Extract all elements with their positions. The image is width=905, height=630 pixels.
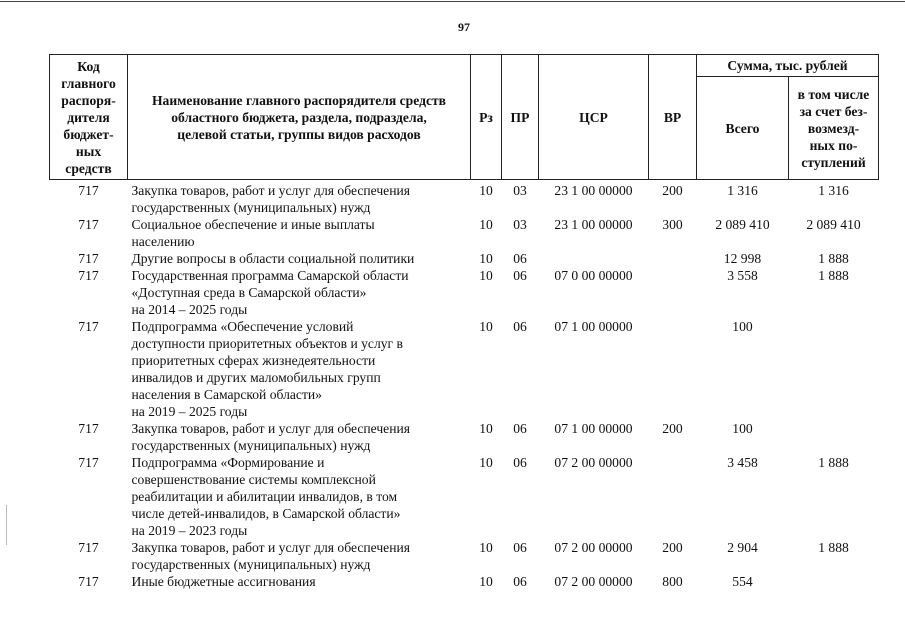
table-body xyxy=(50,180,879,591)
budget-table xyxy=(49,54,879,590)
table-row xyxy=(50,216,879,250)
table-row xyxy=(50,454,879,539)
cell-code: 717 xyxy=(78,421,99,436)
cell-name-line: на 2019 – 2023 годы xyxy=(131,523,248,538)
cell-code: 717 xyxy=(78,540,99,555)
cell-vr: 300 xyxy=(662,217,683,232)
cell-incl: 1 888 xyxy=(818,268,849,283)
header-rz: Рз xyxy=(471,55,502,180)
cell-csr: 07 2 00 00000 xyxy=(554,455,633,470)
cell-code: 717 xyxy=(78,251,99,266)
cell-name-line: числе детей-инвалидов, в Самарской области» xyxy=(131,506,401,521)
header-name: Наименование главного распорядителя средств областного бюджета, раздела, подраздела, целевой статьи, группы видов расходов xyxy=(128,55,471,180)
cell-total: 100 xyxy=(732,319,753,334)
cell-rz: 10 xyxy=(479,268,493,283)
cell-name-line: Другие вопросы в области социальной политики xyxy=(131,251,415,266)
cell-total: 12 998 xyxy=(723,251,762,266)
cell-vr: 200 xyxy=(662,183,683,198)
cell-code: 717 xyxy=(78,455,99,470)
cell-code: 717 xyxy=(78,319,99,334)
cell-total: 2 904 xyxy=(727,540,758,555)
cell-rz: 10 xyxy=(479,540,493,555)
cell-code: 717 xyxy=(78,268,99,283)
cell-pr: 06 xyxy=(513,268,527,283)
cell-code: 717 xyxy=(78,183,99,198)
header-pr: ПР xyxy=(502,55,539,180)
cell-pr: 06 xyxy=(513,319,527,334)
cell-total: 100 xyxy=(732,421,753,436)
cell-pr: 06 xyxy=(513,421,527,436)
cell-csr xyxy=(539,250,649,267)
page-number: 97 xyxy=(458,20,470,34)
cell-vr xyxy=(649,454,697,539)
cell-name xyxy=(128,267,471,318)
cell-csr: 07 2 00 00000 xyxy=(554,574,633,589)
table-row xyxy=(50,539,879,573)
cell-name-line: Закупка товаров, работ и услуг для обеспечения xyxy=(131,421,410,436)
cell-rz: 10 xyxy=(479,183,493,198)
cell-incl: 1 888 xyxy=(818,251,849,266)
cell-rz: 10 xyxy=(479,251,493,266)
table-header xyxy=(50,55,879,180)
cell-name-line: государственных (муниципальных) нужд xyxy=(131,200,371,215)
cell-pr: 06 xyxy=(513,574,527,589)
cell-incl: 1 888 xyxy=(818,540,849,555)
cell-name-line: населения в Самарской области» xyxy=(131,387,322,402)
header-sum: Сумма, тыс. рублей xyxy=(697,55,879,77)
cell-csr: 23 1 00 00000 xyxy=(554,183,633,198)
cell-pr: 03 xyxy=(513,183,527,198)
cell-code: 717 xyxy=(78,217,99,232)
cell-rz: 10 xyxy=(479,217,493,232)
table-row xyxy=(50,180,879,217)
cell-incl: 1 316 xyxy=(818,183,849,198)
cell-name-line: совершенствование системы комплексной xyxy=(131,472,376,487)
cell-rz: 10 xyxy=(479,455,493,470)
cell-total: 554 xyxy=(732,574,753,589)
cell-total: 3 558 xyxy=(727,268,758,283)
cell-name xyxy=(128,539,471,573)
cell-name xyxy=(128,420,471,454)
cell-code: 717 xyxy=(78,574,99,589)
cell-name xyxy=(128,180,471,217)
cell-incl: 2 089 410 xyxy=(806,217,861,232)
cell-name xyxy=(128,318,471,420)
cell-name-line: Закупка товаров, работ и услуг для обеспечения xyxy=(131,183,410,198)
header-total: Всего xyxy=(697,77,789,180)
cell-incl xyxy=(789,573,879,590)
cell-rz: 10 xyxy=(479,574,493,589)
cell-name-line: Подпрограмма «Обеспечение условий xyxy=(131,319,354,334)
cell-total: 3 458 xyxy=(727,455,758,470)
cell-name-line: Государственная программа Самарской области xyxy=(131,268,409,283)
cell-name xyxy=(128,250,471,267)
cell-pr: 06 xyxy=(513,540,527,555)
cell-name-line: Подпрограмма «Формирование и xyxy=(131,455,325,470)
cell-incl xyxy=(789,318,879,420)
cell-csr: 23 1 00 00000 xyxy=(554,217,633,232)
cell-vr xyxy=(649,250,697,267)
cell-vr: 800 xyxy=(662,574,683,589)
cell-pr: 06 xyxy=(513,455,527,470)
cell-name-line: доступности приоритетных объектов и услуг в xyxy=(131,336,403,351)
cell-name-line: государственных (муниципальных) нужд xyxy=(131,438,371,453)
cell-vr: 200 xyxy=(662,540,683,555)
header-code: Код главного распоря- дителя бюджет- ных средств xyxy=(50,55,128,180)
header-incl: в том числе за счет без- возмезд- ных по- ступлений xyxy=(789,77,879,180)
table-row xyxy=(50,267,879,318)
cell-rz: 10 xyxy=(479,421,493,436)
cell-name-line: Закупка товаров, работ и услуг для обеспечения xyxy=(131,540,410,555)
cell-name-line: на 2014 – 2025 годы xyxy=(131,302,248,317)
cell-name-line: инвалидов и других маломобильных групп xyxy=(131,370,381,385)
cell-name-line: населению xyxy=(131,234,195,249)
cell-name-line: на 2019 – 2025 годы xyxy=(131,404,248,419)
cell-csr: 07 0 00 00000 xyxy=(554,268,633,283)
cell-csr: 07 1 00 00000 xyxy=(554,421,633,436)
cell-name-line: реабилитации и абилитации инвалидов, в том xyxy=(131,489,398,504)
cell-name-line: «Доступная среда в Самарской области» xyxy=(131,285,367,300)
cell-name-line: Социальное обеспечение и иные выплаты xyxy=(131,217,375,232)
cell-name xyxy=(128,216,471,250)
header-vr: ВР xyxy=(649,55,697,180)
page-top-rule xyxy=(0,1,905,2)
table-row xyxy=(50,420,879,454)
cell-csr: 07 2 00 00000 xyxy=(554,540,633,555)
cell-incl: 1 888 xyxy=(818,455,849,470)
header-csr: ЦСР xyxy=(539,55,649,180)
cell-name-line: Иные бюджетные ассигнования xyxy=(131,574,316,589)
cell-name-line: государственных (муниципальных) нужд xyxy=(131,557,371,572)
cell-incl xyxy=(789,420,879,454)
cell-pr: 03 xyxy=(513,217,527,232)
cell-pr: 06 xyxy=(513,251,527,266)
cell-total: 2 089 410 xyxy=(715,217,770,232)
cell-name xyxy=(128,573,471,590)
cell-name-line: приоритетных сферах жизнедеятельности xyxy=(131,353,376,368)
cell-total: 1 316 xyxy=(727,183,758,198)
table-row xyxy=(50,318,879,420)
cell-vr xyxy=(649,318,697,420)
cell-csr: 07 1 00 00000 xyxy=(554,319,633,334)
cell-rz: 10 xyxy=(479,319,493,334)
cell-name xyxy=(128,454,471,539)
scan-margin-mark xyxy=(6,505,7,545)
cell-vr xyxy=(649,267,697,318)
table-row xyxy=(50,250,879,267)
cell-vr: 200 xyxy=(662,421,683,436)
table-row xyxy=(50,573,879,590)
